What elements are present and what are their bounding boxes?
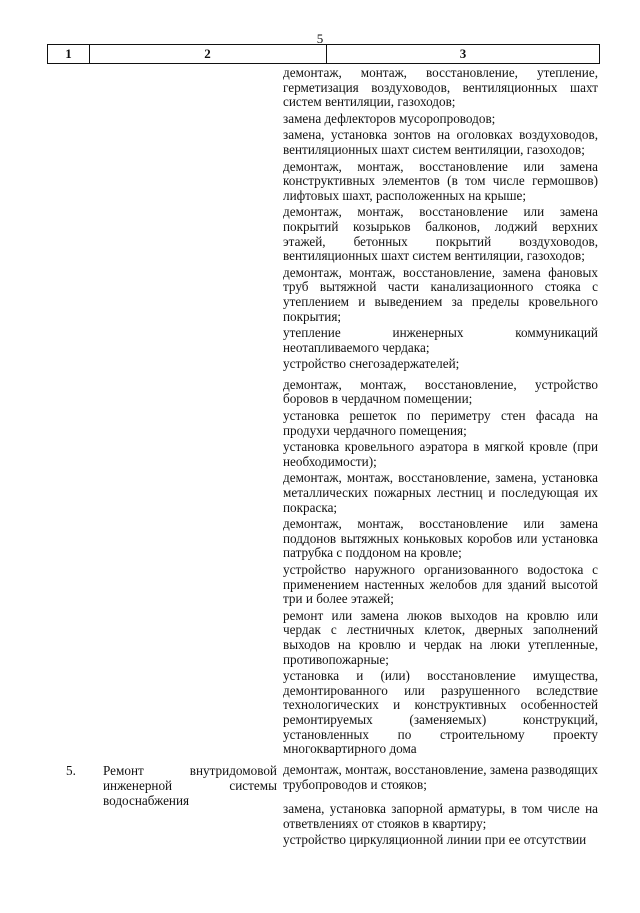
list-item: утепление инженерных коммуникаций неотапливаемого чердака;	[283, 325, 598, 355]
list-item: замена, установка запорной арматуры, в том числе на ответвлениях от стояков в квартиру;	[283, 801, 598, 831]
page-number: 5	[316, 31, 324, 46]
row5-work-list	[283, 763, 598, 850]
list-item: демонтаж, монтаж, восстановление, замена фановых труб вытяжной части канализационного стояка с утеплением и выведением за пределы кровельного покрытия;	[283, 264, 598, 324]
list-item: установка кровельного аэратора в мягкой кровле (при необходимости);	[283, 439, 598, 469]
list-item: демонтаж, монтаж, восстановление, утепление, герметизация воздуховодов, вентиляционных шахт систем вентиляции, газоходов;	[283, 65, 598, 110]
list-item: демонтаж, монтаж, восстановление, устройство боровов в чердачном помещении;	[283, 376, 598, 407]
list-item: демонтаж, монтаж, восстановление или замена покрытий козырьков балконов, лоджий верхних этажей, бетонных покрытий воздуховодов, вентиляционных шахт систем вентиляции, газоходов;	[283, 204, 598, 264]
table-header	[47, 44, 600, 64]
header-col-2: 2	[89, 45, 327, 63]
header-col-1: 1	[48, 45, 90, 63]
list-item: устройство снегозадержателей;	[283, 356, 460, 372]
list-item: замена дефлекторов мусоропроводов;	[283, 110, 496, 126]
list-item: ремонт или замена люков выходов на кровлю или чердак с лестничных клеток, дверных заполнений выходов на кровлю и чердак на люки утепленные, противопожарные;	[283, 607, 598, 667]
list-item: установка решеток по периметру стен фасада на продухи чердачного помещения;	[283, 408, 598, 438]
header-col-3: 3	[459, 46, 467, 61]
list-item: устройство наружного организованного водостока с применением настенных желобов для зданий высотой три и более этажей;	[283, 562, 598, 607]
row-work-name: Ремонт внутридомовой инженерной системы водоснабжения	[103, 763, 277, 808]
list-item: установка и (или) восстановление имущества, демонтированного или разрушенного вследствие технологических и конструктивных особенностей ремонтируемых (заменяемых) конструкций, установленных по строительному проекту многоквартирного дома	[283, 668, 598, 757]
row-number: 5.	[66, 763, 76, 778]
list-item: демонтаж, монтаж, восстановление или замена поддонов вытяжных коньковых коробов или установка патрубка с поддоном на кровле;	[283, 516, 598, 561]
list-item: демонтаж, монтаж, восстановление или замена конструктивных элементов (в том числе гермошвов) лифтовых шахт, расположенных на крыше;	[283, 158, 598, 203]
list-item: демонтаж, монтаж, восстановление, замена разводящих трубопроводов и стояков;	[283, 762, 598, 792]
list-item: замена, установка зонтов на оголовках воздуховодов, вентиляционных шахт систем вентиляции, газоходов;	[283, 127, 598, 157]
continued-work-list	[283, 66, 598, 759]
list-item: устройство циркуляционной линии при ее отсутствии	[283, 832, 587, 848]
list-item: демонтаж, монтаж, восстановление, замена, установка металлических пожарных лестниц и последующая их покраска;	[283, 470, 598, 515]
